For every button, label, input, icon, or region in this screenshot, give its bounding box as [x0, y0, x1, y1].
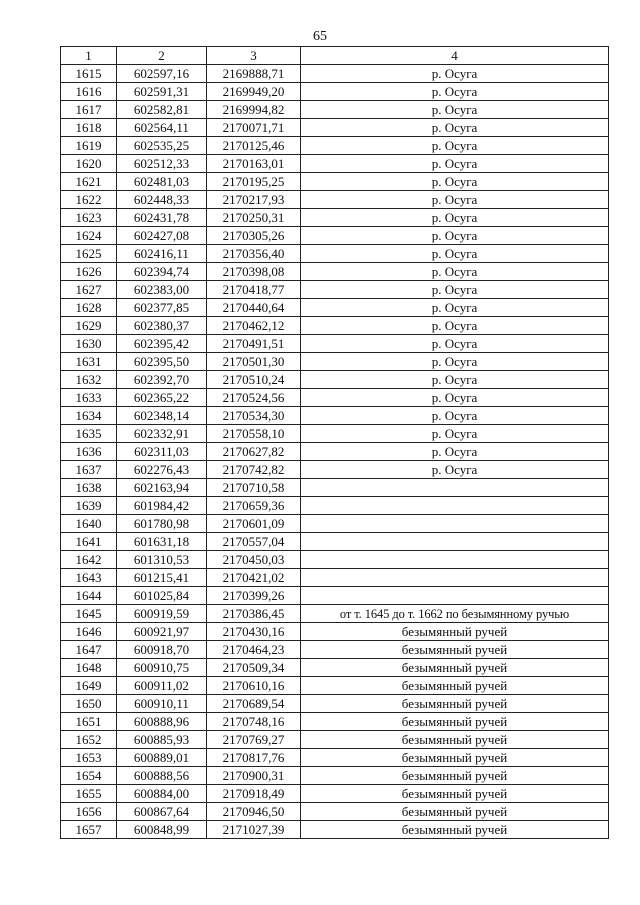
y-coordinate-cell: 2170195,25: [207, 173, 301, 191]
description-cell: р. Осуга: [301, 353, 609, 371]
point-number-cell: 1653: [61, 749, 117, 767]
y-coordinate-cell: 2170557,04: [207, 533, 301, 551]
x-coordinate-cell: 600911,02: [117, 677, 207, 695]
point-number-cell: 1638: [61, 479, 117, 497]
x-coordinate-cell: 600918,70: [117, 641, 207, 659]
x-coordinate-cell: 600885,93: [117, 731, 207, 749]
y-coordinate-cell: 2171027,39: [207, 821, 301, 839]
description-cell: безымянный ручей: [301, 785, 609, 803]
point-number-cell: 1625: [61, 245, 117, 263]
table-row: [61, 353, 609, 371]
y-coordinate-cell: 2170817,76: [207, 749, 301, 767]
y-coordinate-cell: 2170918,49: [207, 785, 301, 803]
y-coordinate-cell: 2170689,54: [207, 695, 301, 713]
y-coordinate-cell: 2170524,56: [207, 389, 301, 407]
description-cell: [301, 479, 609, 497]
table-row: [61, 785, 609, 803]
point-number-cell: 1640: [61, 515, 117, 533]
description-cell: р. Осуга: [301, 245, 609, 263]
point-number-cell: 1630: [61, 335, 117, 353]
description-cell: р. Осуга: [301, 299, 609, 317]
table-row: [61, 821, 609, 839]
x-coordinate-cell: 602535,25: [117, 137, 207, 155]
point-number-cell: 1641: [61, 533, 117, 551]
y-coordinate-cell: 2170430,16: [207, 623, 301, 641]
description-cell: р. Осуга: [301, 461, 609, 479]
point-number-cell: 1631: [61, 353, 117, 371]
point-number-cell: 1654: [61, 767, 117, 785]
point-number-cell: 1633: [61, 389, 117, 407]
y-coordinate-cell: 2170491,51: [207, 335, 301, 353]
point-number-cell: 1657: [61, 821, 117, 839]
table-row: [61, 119, 609, 137]
table-row: [61, 317, 609, 335]
table-row: [61, 461, 609, 479]
x-coordinate-cell: 601984,42: [117, 497, 207, 515]
table-row: [61, 605, 609, 623]
table-row: [61, 587, 609, 605]
description-cell: р. Осуга: [301, 443, 609, 461]
x-coordinate-cell: 602582,81: [117, 101, 207, 119]
description-cell: [301, 497, 609, 515]
description-cell: р. Осуга: [301, 137, 609, 155]
table-row: [61, 281, 609, 299]
point-number-cell: 1639: [61, 497, 117, 515]
table-row: [61, 497, 609, 515]
description-cell: безымянный ручей: [301, 731, 609, 749]
x-coordinate-cell: 601780,98: [117, 515, 207, 533]
y-coordinate-cell: 2170450,03: [207, 551, 301, 569]
table-row: [61, 137, 609, 155]
description-cell: р. Осуга: [301, 371, 609, 389]
point-number-cell: 1621: [61, 173, 117, 191]
table-row: [61, 533, 609, 551]
header-y-coordinate: 3: [207, 47, 301, 65]
point-number-cell: 1624: [61, 227, 117, 245]
x-coordinate-cell: 600884,00: [117, 785, 207, 803]
y-coordinate-cell: 2170399,26: [207, 587, 301, 605]
y-coordinate-cell: 2170386,45: [207, 605, 301, 623]
x-coordinate-cell: 602348,14: [117, 407, 207, 425]
y-coordinate-cell: 2170071,71: [207, 119, 301, 137]
point-number-cell: 1627: [61, 281, 117, 299]
description-cell: безымянный ручей: [301, 641, 609, 659]
description-cell: безымянный ручей: [301, 695, 609, 713]
table-row: [61, 623, 609, 641]
table-row: [61, 479, 609, 497]
y-coordinate-cell: 2170748,16: [207, 713, 301, 731]
table-row: [61, 263, 609, 281]
point-number-cell: 1637: [61, 461, 117, 479]
description-cell: безымянный ручей: [301, 821, 609, 839]
y-coordinate-cell: 2170421,02: [207, 569, 301, 587]
table-row: [61, 407, 609, 425]
table-row: [61, 713, 609, 731]
table-row: [61, 155, 609, 173]
description-cell: р. Осуга: [301, 155, 609, 173]
x-coordinate-cell: 602365,22: [117, 389, 207, 407]
table-row: [61, 173, 609, 191]
point-number-cell: 1645: [61, 605, 117, 623]
x-coordinate-cell: 602163,94: [117, 479, 207, 497]
header-description: 4: [301, 47, 609, 65]
description-cell: безымянный ручей: [301, 713, 609, 731]
point-number-cell: 1656: [61, 803, 117, 821]
description-cell: р. Осуга: [301, 173, 609, 191]
x-coordinate-cell: 602392,70: [117, 371, 207, 389]
page-number: 65: [313, 29, 327, 44]
x-coordinate-cell: 602481,03: [117, 173, 207, 191]
table-row: [61, 209, 609, 227]
x-coordinate-cell: 602311,03: [117, 443, 207, 461]
x-coordinate-cell: 600910,11: [117, 695, 207, 713]
description-cell: [301, 587, 609, 605]
point-number-cell: 1623: [61, 209, 117, 227]
x-coordinate-cell: 602332,91: [117, 425, 207, 443]
y-coordinate-cell: 2170510,24: [207, 371, 301, 389]
y-coordinate-cell: 2170601,09: [207, 515, 301, 533]
x-coordinate-cell: 600919,59: [117, 605, 207, 623]
y-coordinate-cell: 2170250,31: [207, 209, 301, 227]
table-row: [61, 425, 609, 443]
point-number-cell: 1626: [61, 263, 117, 281]
point-number-cell: 1651: [61, 713, 117, 731]
description-cell: безымянный ручей: [301, 623, 609, 641]
y-coordinate-cell: 2170509,34: [207, 659, 301, 677]
y-coordinate-cell: 2170900,31: [207, 767, 301, 785]
description-cell: р. Осуга: [301, 335, 609, 353]
point-number-cell: 1636: [61, 443, 117, 461]
table-row: [61, 641, 609, 659]
y-coordinate-cell: 2170398,08: [207, 263, 301, 281]
point-number-cell: 1620: [61, 155, 117, 173]
x-coordinate-cell: 602448,33: [117, 191, 207, 209]
point-number-cell: 1628: [61, 299, 117, 317]
table-body: [61, 65, 609, 839]
x-coordinate-cell: 602416,11: [117, 245, 207, 263]
x-coordinate-cell: 602597,16: [117, 65, 207, 83]
table-row: [61, 83, 609, 101]
y-coordinate-cell: 2170610,16: [207, 677, 301, 695]
description-cell: [301, 515, 609, 533]
x-coordinate-cell: 602395,50: [117, 353, 207, 371]
point-number-cell: 1632: [61, 371, 117, 389]
table-row: [61, 767, 609, 785]
description-cell: безымянный ручей: [301, 677, 609, 695]
description-cell: р. Осуга: [301, 317, 609, 335]
y-coordinate-cell: 2170627,82: [207, 443, 301, 461]
y-coordinate-cell: 2170464,23: [207, 641, 301, 659]
x-coordinate-cell: 602276,43: [117, 461, 207, 479]
x-coordinate-cell: 602395,42: [117, 335, 207, 353]
table-row: [61, 515, 609, 533]
table-row: [61, 749, 609, 767]
table-header: [61, 47, 609, 65]
description-cell: р. Осуга: [301, 65, 609, 83]
description-cell: р. Осуга: [301, 227, 609, 245]
x-coordinate-cell: 602380,37: [117, 317, 207, 335]
x-coordinate-cell: 600888,96: [117, 713, 207, 731]
description-cell: безымянный ручей: [301, 659, 609, 677]
point-number-cell: 1615: [61, 65, 117, 83]
description-cell: от т. 1645 до т. 1662 по безымянному ручью: [301, 605, 609, 623]
y-coordinate-cell: 2169994,82: [207, 101, 301, 119]
point-number-cell: 1616: [61, 83, 117, 101]
table-row: [61, 389, 609, 407]
description-cell: безымянный ручей: [301, 749, 609, 767]
x-coordinate-cell: 601025,84: [117, 587, 207, 605]
description-cell: р. Осуга: [301, 407, 609, 425]
point-number-cell: 1650: [61, 695, 117, 713]
description-cell: р. Осуга: [301, 389, 609, 407]
description-cell: р. Осуга: [301, 281, 609, 299]
x-coordinate-cell: 602394,74: [117, 263, 207, 281]
y-coordinate-cell: 2170742,82: [207, 461, 301, 479]
description-cell: р. Осуга: [301, 263, 609, 281]
point-number-cell: 1635: [61, 425, 117, 443]
table-row: [61, 695, 609, 713]
y-coordinate-cell: 2170769,27: [207, 731, 301, 749]
x-coordinate-cell: 602564,11: [117, 119, 207, 137]
y-coordinate-cell: 2170534,30: [207, 407, 301, 425]
y-coordinate-cell: 2170217,93: [207, 191, 301, 209]
point-number-cell: 1649: [61, 677, 117, 695]
y-coordinate-cell: 2169949,20: [207, 83, 301, 101]
point-number-cell: 1634: [61, 407, 117, 425]
x-coordinate-cell: 601631,18: [117, 533, 207, 551]
x-coordinate-cell: 600889,01: [117, 749, 207, 767]
x-coordinate-cell: 602512,33: [117, 155, 207, 173]
x-coordinate-cell: 602591,31: [117, 83, 207, 101]
description-cell: р. Осуга: [301, 101, 609, 119]
point-number-cell: 1618: [61, 119, 117, 137]
point-number-cell: 1644: [61, 587, 117, 605]
x-coordinate-cell: 601310,53: [117, 551, 207, 569]
description-cell: р. Осуга: [301, 83, 609, 101]
coordinates-table: [60, 46, 609, 839]
table-row: [61, 803, 609, 821]
table-row: [61, 677, 609, 695]
table-row: [61, 569, 609, 587]
description-cell: р. Осуга: [301, 425, 609, 443]
y-coordinate-cell: 2170710,58: [207, 479, 301, 497]
y-coordinate-cell: 2169888,71: [207, 65, 301, 83]
x-coordinate-cell: 602377,85: [117, 299, 207, 317]
point-number-cell: 1647: [61, 641, 117, 659]
table-row: [61, 335, 609, 353]
description-cell: безымянный ручей: [301, 767, 609, 785]
point-number-cell: 1619: [61, 137, 117, 155]
table-row: [61, 227, 609, 245]
x-coordinate-cell: 602383,00: [117, 281, 207, 299]
y-coordinate-cell: 2170462,12: [207, 317, 301, 335]
point-number-cell: 1655: [61, 785, 117, 803]
description-cell: р. Осуга: [301, 209, 609, 227]
description-cell: р. Осуга: [301, 191, 609, 209]
y-coordinate-cell: 2170125,46: [207, 137, 301, 155]
point-number-cell: 1617: [61, 101, 117, 119]
description-cell: [301, 533, 609, 551]
x-coordinate-cell: 600921,97: [117, 623, 207, 641]
y-coordinate-cell: 2170946,50: [207, 803, 301, 821]
y-coordinate-cell: 2170440,64: [207, 299, 301, 317]
table-row: [61, 443, 609, 461]
y-coordinate-cell: 2170163,01: [207, 155, 301, 173]
point-number-cell: 1648: [61, 659, 117, 677]
point-number-cell: 1642: [61, 551, 117, 569]
y-coordinate-cell: 2170558,10: [207, 425, 301, 443]
table-row: [61, 371, 609, 389]
point-number-cell: 1629: [61, 317, 117, 335]
table-row: [61, 191, 609, 209]
y-coordinate-cell: 2170659,36: [207, 497, 301, 515]
point-number-cell: 1652: [61, 731, 117, 749]
y-coordinate-cell: 2170356,40: [207, 245, 301, 263]
table-row: [61, 551, 609, 569]
description-cell: [301, 551, 609, 569]
y-coordinate-cell: 2170418,77: [207, 281, 301, 299]
x-coordinate-cell: 601215,41: [117, 569, 207, 587]
x-coordinate-cell: 600848,99: [117, 821, 207, 839]
point-number-cell: 1622: [61, 191, 117, 209]
point-number-cell: 1646: [61, 623, 117, 641]
point-number-cell: 1643: [61, 569, 117, 587]
table-row: [61, 731, 609, 749]
table-row: [61, 245, 609, 263]
header-point-number: 1: [61, 47, 117, 65]
x-coordinate-cell: 602431,78: [117, 209, 207, 227]
x-coordinate-cell: 600867,64: [117, 803, 207, 821]
header-row: [61, 47, 609, 65]
y-coordinate-cell: 2170305,26: [207, 227, 301, 245]
table-row: [61, 659, 609, 677]
table-row: [61, 65, 609, 83]
description-cell: безымянный ручей: [301, 803, 609, 821]
description-cell: р. Осуга: [301, 119, 609, 137]
table-row: [61, 299, 609, 317]
x-coordinate-cell: 600888,56: [117, 767, 207, 785]
x-coordinate-cell: 602427,08: [117, 227, 207, 245]
y-coordinate-cell: 2170501,30: [207, 353, 301, 371]
x-coordinate-cell: 600910,75: [117, 659, 207, 677]
header-x-coordinate: 2: [117, 47, 207, 65]
description-cell: [301, 569, 609, 587]
table-row: [61, 101, 609, 119]
